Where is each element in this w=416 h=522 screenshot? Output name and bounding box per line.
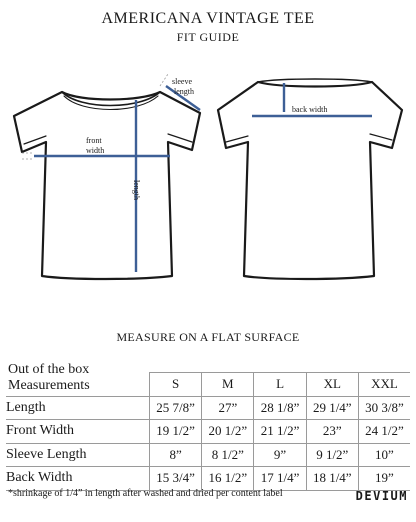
cell-sleeve-length-l: 9” <box>254 443 306 467</box>
front-width-label-2: width <box>86 146 105 155</box>
cell-sleeve-length-xl: 9 1/2” <box>306 443 358 467</box>
row-label-length: Length <box>6 396 150 420</box>
front-sleeve-length-label-2: length <box>174 87 194 96</box>
row-label-sleeve-length: Sleeve Length <box>6 443 150 467</box>
front-tee-illustration <box>14 92 200 279</box>
front-sleeve-length-label-1: sleeve <box>172 77 192 86</box>
section-heading: MEASURE ON A FLAT SURFACE <box>116 330 300 344</box>
size-header-m: M <box>202 373 254 397</box>
brand-logo: DEVIUM <box>355 489 408 503</box>
front-width-label-1: front <box>86 136 102 145</box>
header-corner-cell <box>6 373 150 397</box>
front-length-label: length <box>132 180 141 200</box>
cell-length-m: 27” <box>202 396 254 420</box>
cell-sleeve-length-s: 8” <box>150 443 202 467</box>
cell-sleeve-length-m: 8 1/2” <box>202 443 254 467</box>
table-row <box>6 396 410 420</box>
guide-subtitle: FIT GUIDE <box>176 30 240 44</box>
cell-front-width-m: 20 1/2” <box>202 420 254 444</box>
shrinkage-footnote: *shrinkage of 1/4” in length after washed and dried per content label <box>8 488 283 499</box>
cell-length-l: 28 1/8” <box>254 396 306 420</box>
cell-sleeve-length-xxl: 10” <box>358 443 410 467</box>
cell-back-width-xl: 18 1/4” <box>306 467 358 491</box>
back-width-label: back width <box>292 105 328 114</box>
cell-back-width-m: 16 1/2” <box>202 467 254 491</box>
corner-label-line-1: Out of the box <box>8 362 90 377</box>
row-label-front-width: Front Width <box>6 420 150 444</box>
cell-front-width-s: 19 1/2” <box>150 420 202 444</box>
size-header-l: L <box>254 373 306 397</box>
size-header-xxl: XXL <box>358 373 410 397</box>
size-header-xl: XL <box>306 373 358 397</box>
cell-back-width-l: 17 1/4” <box>254 467 306 491</box>
corner-label-line-2: Measurements <box>8 378 90 393</box>
cell-back-width-s: 15 3/4” <box>150 467 202 491</box>
cell-front-width-l: 21 1/2” <box>254 420 306 444</box>
size-table <box>6 372 410 491</box>
table-header-row <box>6 373 410 397</box>
table-row <box>6 467 410 491</box>
size-header-s: S <box>150 373 202 397</box>
front-measure-lines <box>34 86 200 272</box>
cell-length-s: 25 7/8” <box>150 396 202 420</box>
tee-diagram <box>0 50 416 290</box>
cell-front-width-xl: 23” <box>306 420 358 444</box>
cell-length-xl: 29 1/4” <box>306 396 358 420</box>
guide-title: AMERICANA VINTAGE TEE <box>101 10 315 27</box>
cell-back-width-xxl: 19” <box>358 467 410 491</box>
table-row <box>6 443 410 467</box>
cell-front-width-xxl: 24 1/2” <box>358 420 410 444</box>
row-label-back-width: Back Width <box>6 467 150 491</box>
table-row <box>6 420 410 444</box>
cell-length-xxl: 30 3/8” <box>358 396 410 420</box>
